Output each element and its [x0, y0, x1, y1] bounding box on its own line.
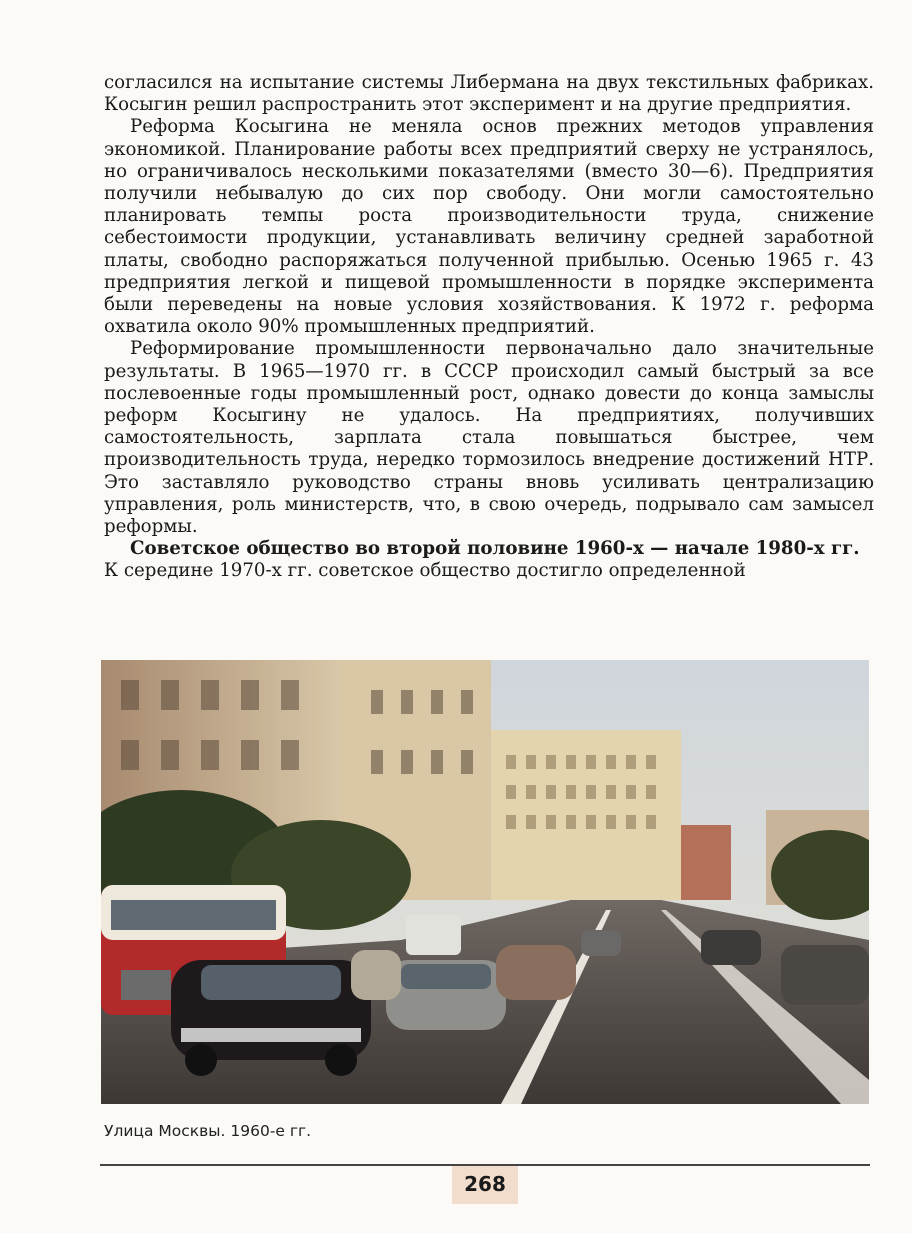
body-text: [104, 72, 874, 583]
paragraph-continuation: согласился на испытание системы Либермана на двух текстильных фабриках. Косыгин решил распространить этот эксперимент и на другие предприятия.: [104, 72, 874, 116]
photo-caption: Улица Москвы. 1960-е гг.: [104, 1122, 312, 1140]
paragraph-reform-results: Реформирование промышленности первоначально дало значительные результаты. В 1965—1970 гг. в СССР происходил самый быстрый за все послевоенные годы промышленный рост, однако довести до конца замыслы реформ Косыгину не удалось. На предприятиях, получивших самостоятельность, зарплата стала повышаться быстрее, чем производительность труда, нередко тормозилось внедрение достижений НТР. Это заставляло руководство страны вновь усиливать централизацию управления, роль министерств, что, в свою очередь, подрывало сам замысел реформы.: [104, 338, 874, 538]
page-number: 268: [452, 1166, 518, 1204]
paragraph-kosygin-reform: Реформа Косыгина не меняла основ прежних методов управления экономикой. Планирование работы всех предприятий сверху не устранялось, но ограничивалось несколькими показателями (вместо 30—6). Предприятия получили небывалую до сих пор свободу. Они могли самостоятельно планировать темпы роста производительности труда, снижение себестоимости продукции, устанавливать величину средней заработной платы, свободно распоряжаться полученной прибылью. Осенью 1965 г. 43 предприятия легкой и пищевой промышленности в порядке эксперимента были переведены на новые условия хозяйствования. К 1972 г. реформа охватила около 90% промышленных предприятий.: [104, 116, 874, 338]
moscow-street-photo: [101, 660, 869, 1104]
paragraph-section-start: [104, 538, 874, 582]
section-heading: Советское общество во второй половине 1960-х — начале 1980-х гг.: [130, 538, 860, 560]
section-first-line: К середине 1970-х гг. советское общество достигло определенной: [104, 560, 746, 582]
